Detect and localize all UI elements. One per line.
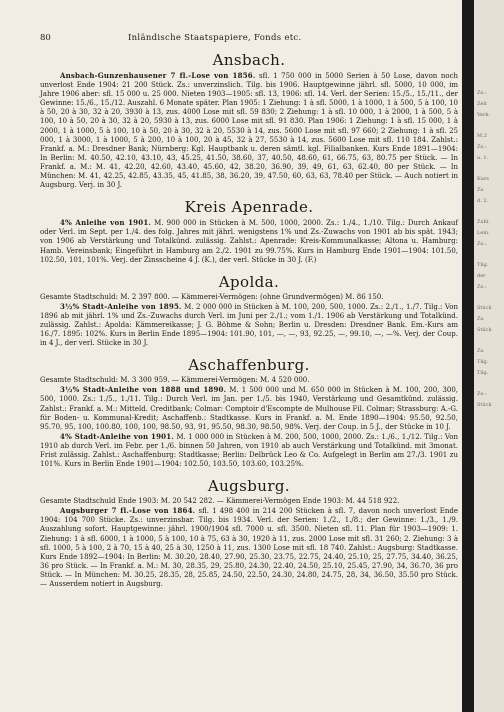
entry-text: M. 1 000 000 in Stücken à M. 200, 500, 1000, 2000. Zs.: 1./6., 1./12. Tilg.: Von 1910 ab durch Verl. im Febr. per 1./6. binnen 50 Jahren, von 1910 ab auch Verstärkung und Totalkünd. mit 3monat. Frist zulässig. Zahlst.: Aschaffenburg: Stadtkasse; Berlin: Delbrück Leo & Co. Aufgelegt in Berlin am 27./3. 1901 zu 101%. Kurs in Berlin Ende 1901—1904: 102.50, 103.50, 103.60, 103.25%. bbox=[40, 432, 458, 469]
bond-entry bbox=[40, 385, 458, 431]
section-title: Apolda. bbox=[218, 272, 280, 291]
entry-text: sfl. 1 750 000 in 5000 Serien à 50 Lose, davon noch unverlost Ende 1904: 21 200 Stück. Zs.: unverzinslich. Tilg. bis 1906. Hauptgewinne jährl. sfl. 5000, 10 000, im Jahre 1906 aber: sfl. 15 000 u. 25 000. Nieten 1903—1905: sfl. 13, 1906: sfl. 14. Verl. der Serien: 15./5., 15./11., der Gewinne: 15./6., 15./12. Auszahl. 6 Monate später. Plan 1905: 1 Ziehung: 1 à sfl. 5000, 1 à 1000, 1 à 500, 5 à 100, 10 à 50, 20 à 30, 32 à 20, 3930 à 13, zus. 4000 Lose mit sfl. 59 830; 2 Ziehung: 1 à sfl. 10 000, 1 à 2000, 1 à 500, 5 à 100, 10 à 50, 20 à 30, 32 à 20, 5930 à 13, zus. 6000 Lose mit sfl. 91 830. Plan 1906: 1 Ziehung: 1 à sfl. 15 000, 1 à 2000, 1 à 1000, 5 à 100, 10 à 50, 20 à 30, 32 à 20, 5530 à 14, zus. 5600 Lose mit sfl. 97 660; 2 Ziehung: 1 à sfl. 25 000, 1 à 3000, 1 à 1000, 5 à 200, 10 à 100, 20 à 45, 32 à 27, 5530 à 14, zus. 5600 Lose mit sfl. 110 184. Zahlst.: Frankf. a. M.: Dresdner Bank; Nürnberg: Kgl. Hauptbank u. deren sämtl. kgl. Filialbanken. Kurs Ende 1891—1904: In Berlin: M. 40.50, 42.10, 43.10, 43, 45.25, 41.50, 38.60, 37, 40.50, 48.60, 61, 66.75, 63, 80.75 per Stück. — In Frankf. a. M.: M. 41, 42.20, 42.60, 43.40, 45.60, 42, 38.20, 36.90, 39, 49, 61, 63, 62.40, 80 per Stück. — In München: M. 41, 42.25, 42.85, 43.35, 45, 41.85, 38, 36.20, 39, 47.50, 60, 63, 63, 78.40 per Stück. — Auch notiert in Augsburg. Verj. in 30 J. bbox=[40, 72, 459, 190]
section-gap bbox=[40, 348, 458, 355]
bond-entry bbox=[40, 218, 458, 264]
facing-page-fragment: Tilg. bbox=[477, 359, 489, 365]
entry-text: sfl. 1 498 400 in 214 200 Stücken à sfl. 7, davon noch unverlost Ende 1904: 104 700 Stücke. Zs.: unverzinsbar. Tilg. bis 1934. Verl. der Serien: 1./2., 1./8.; der Gewinne: 1./3., 1./9. Auszahlung sofort. Hauptgewinne: jährl. 1900/1904 sfl. 7000 u. sfl. 3500. Nieten sfl. 11. Plan für 1903—1909: 1. Ziehung: 1 à sfl. 6000, 1 à 1000, 5 à 100, 10 à 75, 63 à 30, 1920 à 11, zus. 2000 Lose mit sfl. 31 260; 2. Ziehung: 3 à sfl. 1000, 5 à 100, 2 à 70, 15 à 40, 25 à 30, 1250 à 11, zus. 1300 Lose mit sfl. 18 740. Zahlst.: Augsburg: Stadtkasse. Kurs Ende 1892—1904: In Berlin: M. 30.20, 28.40, 27.90, 25.30, 23.75, 22.75, 24.40, 25.10, 25, 27.75, 34.40, 36.25, 36 pro Stück. — In Frankf. a. M.: M. 30, 28.35, 29, 25.80, 24.30, 22.40, 24.50, 25.10, 25.45, 27.90, 34, 36.70, 36 pro Stück. — In München: M. 30.25, 28.35, 28, 25.85, 24.50, 22.50, 24.30, 24.80, 24.75, 28, 34, 36.50, 35.50 pro Stück. — Ausserdem notiert in Augsburg. bbox=[40, 507, 458, 589]
facing-page-fragment: Zs. bbox=[477, 187, 485, 193]
bond-title: 4% Stadt-Anleihe von 1901. bbox=[60, 431, 174, 441]
facing-page-fragment: Stück bbox=[477, 305, 492, 311]
bond-title: Ansbach-Gunzenhausener 7 fl.-Lose von 1856. bbox=[60, 71, 256, 80]
bond-title: 3½% Stadt-Anleihe von 1895. bbox=[60, 301, 182, 311]
section-title: Aschaffenburg. bbox=[188, 356, 310, 375]
page-body bbox=[40, 50, 458, 596]
bond-entry bbox=[40, 71, 458, 190]
bond-entry bbox=[40, 432, 458, 469]
bond-entry bbox=[40, 302, 458, 348]
facing-page-fragment: Zahl. bbox=[477, 219, 490, 225]
facing-page-fragment: Zs.: bbox=[477, 144, 487, 150]
bond-title: Augsburger 7 fl.-Lose von 1864. bbox=[60, 506, 196, 516]
facing-page-fragment: Lein. bbox=[477, 230, 490, 236]
entry-text: Gesamte Stadtschuld: M. 3 300 959. — Kämmerei-Vermögen: M. 4 520 000. bbox=[40, 376, 310, 385]
debt-summary bbox=[40, 293, 458, 302]
facing-page-edge bbox=[474, 0, 504, 712]
page-header bbox=[40, 32, 458, 44]
entry-text: M. 900 000 in Stücken à M. 500, 1000, 2000. Zs.: 1./4., 1./10. Tilg.: Durch Ankauf oder Verl. im Sept. per 1./4. des folg. Jahres mit jährl. wenigstens 1% und Zs.-Zuwachs von 1901 ab bis spät. 1943; von 1906 ab Verstärkung und Totalkünd. zulässig. Zahlst.: Apenrade: Kreis-Kommunalkasse; Altona u. Hamburg: Hamb. Vereinsbank; Eingeführt in Hamburg am 2./2. 1901 zu 99.75%. Kurs in Hamburg Ende 1901—1904: 101.50, 102.50, 101, 101%. Verj. der Zinsscheine 4 J. (K.), der verl. Stücke in 30 J. (F.) bbox=[40, 219, 458, 264]
facing-page-fragment: Verk. bbox=[477, 112, 491, 118]
facing-page-fragment: Tilg. bbox=[477, 370, 489, 376]
facing-page-fragment: Zs.: bbox=[477, 284, 487, 290]
entry-text: Gesamte Stadtschuld: M. 2 397 800. — Kämmerei-Vermögen: (ohne Grundvermögen) M. 86 150. bbox=[40, 292, 384, 301]
section-title: Kreis Apenrade. bbox=[184, 198, 314, 217]
facing-page-fragment: Stück bbox=[477, 402, 492, 408]
bond-title: 4% Anleihe von 1901. bbox=[60, 218, 152, 228]
section-gap bbox=[40, 469, 458, 476]
debt-summary bbox=[40, 497, 458, 506]
page-number: 80 bbox=[40, 33, 51, 43]
bond-entry bbox=[40, 506, 458, 589]
debt-summary bbox=[40, 376, 458, 385]
facing-page-fragment: der bbox=[477, 273, 486, 279]
section-title: Ansbach. bbox=[212, 51, 286, 69]
entry-text: Gesamte Stadtschuld Ende 1903: M. 20 542 282. — Kämmerei-Vermögen Ende 1903: M. 44 518 922. bbox=[40, 497, 400, 506]
facing-page-fragment: Zs.: bbox=[477, 90, 487, 96]
entry-text: M. 1 500 000 und M. 650 000 in Stücken à M. 100, 200, 300, 500, 1000. Zs.: 1./5., 1./11. Tilg.: Durch Verl. im Jan. per 1./5. bis 1940, Verstärkung und Gesamtkünd. zulässig. Zahlst.: Frankf. a. M.: Mitteld. Creditbank; Colmar: Comptoir d'Escompte de Mulhouse Fil. Colmar; Strassburg: A.-G. für Boden- u. Kommunal-Kredit; Aschaffenb.: Stadtkasse. Kurs in Frankf. a. M. Ende 1890—1904: 95.50, 92.50, 95.70, 95, 100, 100.80, 100, 100, 98.50, 93, 91, 95.50, 98.30, 98.50, 98%. Verj. der Coup. in 5 J., der Stücke in 10 J. bbox=[40, 386, 458, 431]
facing-page-fragment: Zs.: bbox=[477, 241, 487, 247]
facing-page-fragment: Zs. bbox=[477, 316, 485, 322]
facing-page-fragment: d. 2. bbox=[477, 198, 489, 204]
facing-page-fragment: Tilg. bbox=[477, 262, 489, 268]
entry-text: M. 2 000 000 in Stücken à M. 100, 200, 500, 1000. Zs.: 2./1., 1./7. Tilg.: Von 1896 ab mit jährl. 1% und Zs.-Zuwachs durch Verl. im Juni per 2./1.; vom 1./1. 1906 ab Verstärkung und Totalkünd. zulässig. Zahlst.: Apolda: Kämmereikasse; J. G. Böhme & Sohn; Berlin u. Dresden: Dresdner Bank. Em.-Kurs am 16./7. 1895: 102%. Kurs in Berlin Ende 1895—1904: 101.90, 101, —, —, 93, 92.25, —, 99.10, —, —%. Verj. der Coup. in 4 J., der verl. Stücke in 30 J. bbox=[40, 302, 458, 348]
facing-page-fragment: u. 1. bbox=[477, 155, 489, 161]
running-title: Inländische Staatspapiere, Fonds etc. bbox=[128, 33, 302, 43]
section-gap bbox=[40, 265, 458, 272]
facing-page-fragment: Zeit bbox=[477, 101, 488, 107]
facing-page-fragment: M.2 bbox=[477, 133, 487, 139]
facing-page-fragment: Kurs bbox=[477, 176, 489, 182]
section-title: Augsburg. bbox=[207, 477, 291, 496]
section-gap bbox=[40, 190, 458, 197]
facing-page-fragment: Zs.: bbox=[477, 391, 487, 397]
facing-page-fragment: Stück bbox=[477, 327, 492, 333]
section-gap bbox=[40, 589, 458, 596]
bond-title: 3½% Stadt-Anleihe von 1888 und 1890. bbox=[60, 385, 227, 395]
book-gutter bbox=[462, 0, 474, 712]
facing-page-fragment: Zs. bbox=[477, 348, 485, 354]
